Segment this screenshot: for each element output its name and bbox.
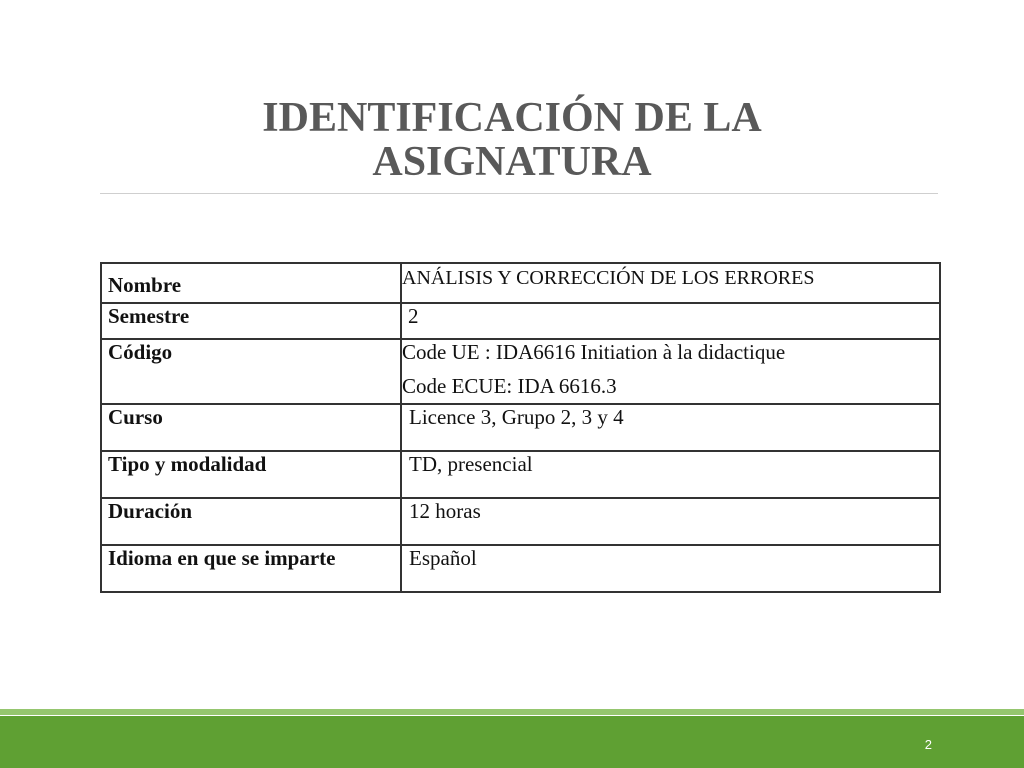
row-label: Código	[101, 339, 401, 404]
row-value: 2	[408, 304, 419, 328]
row-label: Nombre	[101, 263, 401, 303]
footer-bar	[0, 716, 1024, 768]
table-row	[101, 451, 940, 498]
row-label: Curso	[101, 404, 401, 451]
row-value-line-1: Code UE : IDA6616 Initiation à la didactique	[402, 340, 786, 364]
row-label: Semestre	[101, 303, 401, 339]
row-label: Tipo y modalidad	[101, 451, 401, 498]
row-value: Licence 3, Grupo 2, 3 y 4	[409, 405, 624, 429]
footer-accent-stripe	[0, 709, 1024, 715]
slide-title	[0, 96, 1024, 184]
table-row	[101, 339, 940, 404]
table-row	[101, 303, 940, 339]
row-label: Duración	[101, 498, 401, 545]
row-value: 12 horas	[409, 499, 481, 523]
row-value: TD, presencial	[409, 452, 533, 476]
table-row	[101, 404, 940, 451]
course-info-table	[100, 262, 941, 593]
table-row	[101, 263, 940, 303]
title-line-2: ASIGNATURA	[372, 139, 652, 185]
row-label: Idioma en que se imparte	[101, 545, 401, 592]
title-divider	[100, 193, 938, 194]
table-row	[101, 498, 940, 545]
table-row	[101, 545, 940, 592]
page-number: 2	[924, 737, 932, 752]
row-value-line-2: Code ECUE: IDA 6616.3	[402, 374, 617, 398]
title-line-1: IDENTIFICACIÓN DE LA	[262, 95, 762, 141]
row-value: Español	[409, 546, 477, 570]
row-value: ANÁLISIS Y CORRECCIÓN DE LOS ERRORES	[401, 263, 940, 303]
